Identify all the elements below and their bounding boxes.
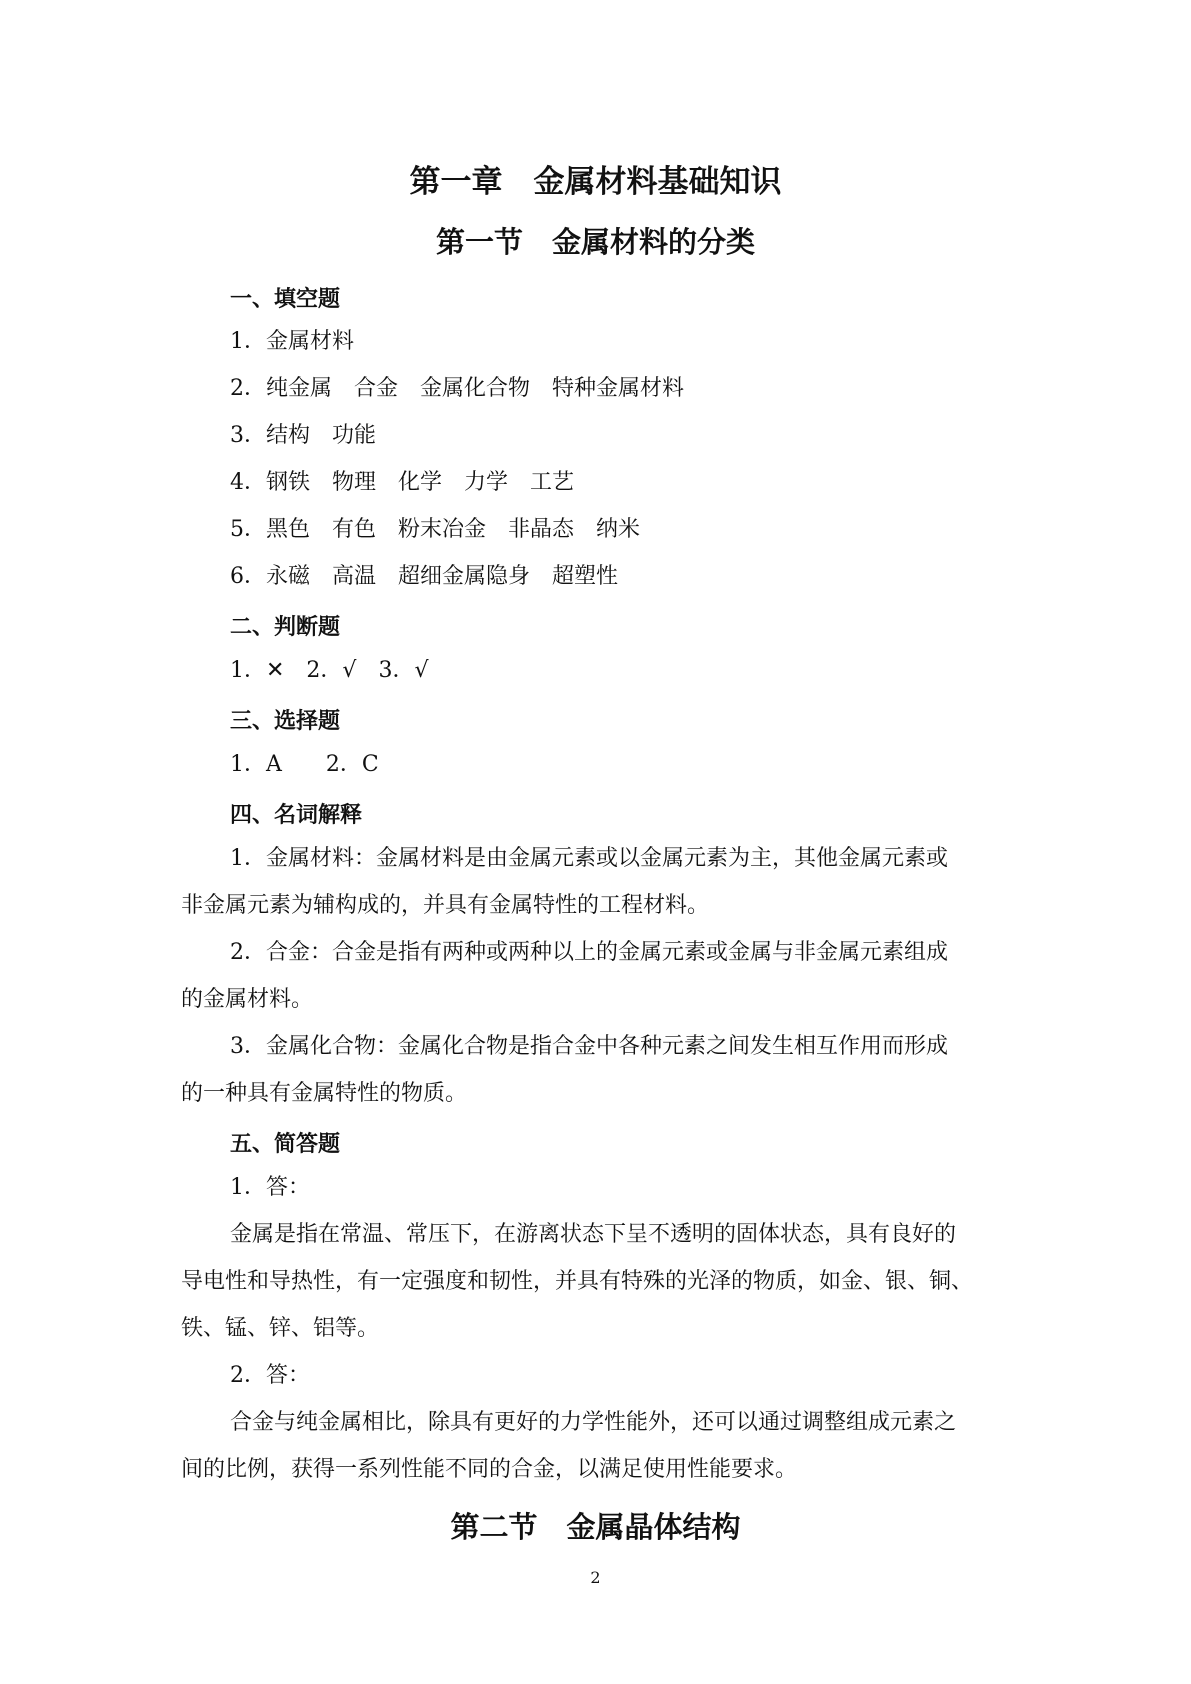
section-title-2: 第二节 金属晶体结构 [450,1510,741,1544]
short-answer-line: 金属是指在常温、常压下，在游离状态下呈不透明的固体状态，具有良好的 [230,1222,957,1247]
fill-blank-item: 3．结构 功能 [230,423,376,448]
fill-blank-heading: 一、填空题 [230,287,341,312]
terms-heading: 四、名词解释 [230,803,363,828]
fill-blank-item: 2．纯金属 合金 金属化合物 特种金属材料 [230,376,684,401]
short-answer-line: 1．答： [230,1175,310,1200]
choice-heading: 三、选择题 [230,709,341,734]
fill-blank-item: 4．钢铁 物理 化学 力学 工艺 [230,470,574,495]
short-answer-line: 铁、锰、锌、铝等。 [181,1316,380,1341]
short-answer-line: 间的比例，获得一系列性能不同的合金，以满足使用性能要求。 [181,1457,798,1482]
term-definition-line: 的金属材料。 [181,987,314,1012]
page-number: 2 [590,1568,601,1587]
short-answer-heading: 五、简答题 [230,1132,341,1157]
section-title-1: 第一节 金属材料的分类 [435,225,755,259]
chapter-title: 第一章 金属材料基础知识 [409,164,782,200]
judgment-heading: 二、判断题 [230,615,341,640]
fill-blank-item: 6．永磁 高温 超细金属隐身 超塑性 [230,564,618,589]
term-definition-line: 的一种具有金属特性的物质。 [181,1081,468,1106]
choice-answers: 1．A 2．C [230,752,379,777]
term-definition-line: 1．金属材料：金属材料是由金属元素或以金属元素为主，其他金属元素或 [230,846,948,871]
term-definition-line: 非金属元素为辅构成的，并具有金属特性的工程材料。 [181,893,710,918]
short-answer-line: 2．答： [230,1363,310,1388]
fill-blank-item: 1．金属材料 [230,329,354,354]
short-answer-line: 合金与纯金属相比，除具有更好的力学性能外，还可以通过调整组成元素之 [230,1410,957,1435]
short-answer-line: 导电性和导热性，有一定强度和韧性，并具有特殊的光泽的物质，如金、银、铜、 [181,1269,974,1294]
term-definition-line: 2．合金：合金是指有两种或两种以上的金属元素或金属与非金属元素组成 [230,940,948,965]
term-definition-line: 3．金属化合物：金属化合物是指合金中各种元素之间发生相互作用而形成 [230,1034,948,1059]
judgment-answers: 1．✕ 2．√ 3．√ [230,658,429,683]
fill-blank-item: 5．黑色 有色 粉末冶金 非晶态 纳米 [230,517,640,542]
